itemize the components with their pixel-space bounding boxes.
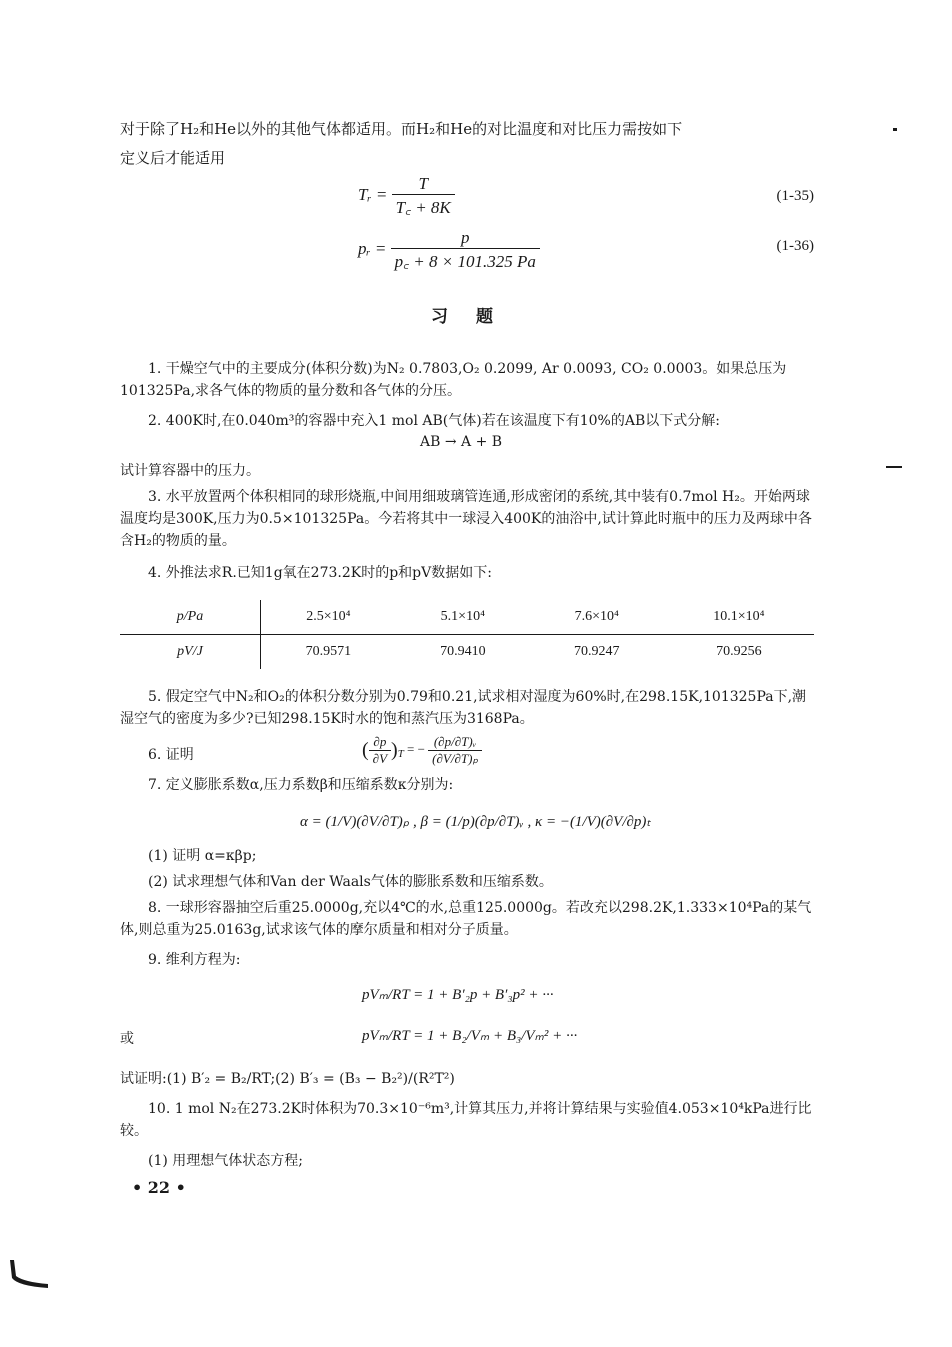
eq36-number: (1-36) (776, 238, 814, 254)
eq35-number: (1-35) (776, 188, 814, 204)
corner-scan-mark (8, 1258, 52, 1296)
exercise-6-equation: ( $\frac{\partial p}{\partial V}$ )$_T$ = − $\frac{\text{(∂p/∂T)ᵥ}}{\text{(∂V/∂T)ₚ}}$ (362, 734, 482, 767)
table-cell: 70.9410 (440, 644, 486, 659)
intro-line-1: 对于除了H₂和He以外的其他气体都适用。而H₂和He的对比温度和对比压力需按如下 (120, 120, 683, 138)
eq35-lhs: Tᵣ = (358, 184, 388, 204)
exercise-7: 7. 定义膨胀系数α,压力系数β和压缩系数κ分别为: (148, 777, 454, 793)
eq35-numerator: T (392, 174, 455, 195)
eq36-numerator: p (391, 228, 540, 249)
exercise-9-or: 或 (120, 1031, 134, 1047)
eq36-lhs: pᵣ = (358, 238, 387, 258)
section-heading: 习题 (431, 307, 521, 327)
eq36-denominator: p꜀ + 8 × 101.325 Pa (394, 252, 536, 271)
exercise-10-part-1: (1) 用理想气体状态方程; (148, 1153, 303, 1169)
ex6-lhs-denominator: ∂V (372, 751, 388, 766)
table-cell: 70.9247 (574, 644, 620, 659)
table-row (120, 635, 814, 670)
table-cell: 70.9256 (716, 644, 762, 659)
exercise-2: 2. 400K时,在0.040m³的容器中充入1 mol AB(气体)若在该温度下有10%的AB以下式分解: (148, 413, 720, 429)
exercise-2-reaction: AB → A + B (420, 434, 503, 450)
exercise-9-equation-2: pVₘ/RT = 1 + B₂/Vₘ + B₃/Vₘ² + ··· (362, 1028, 578, 1044)
ex6-rhs-numerator: (∂p/∂T)ᵥ (428, 734, 482, 751)
table-cell: 70.9571 (305, 644, 352, 659)
table-header-row (120, 600, 814, 635)
ex6-subscript: T (397, 748, 404, 761)
ex6-rhs-denominator: (∂V/∂T)ₚ (432, 751, 479, 766)
exercise-10: 10. 1 mol N₂在273.2K时体积为70.3×10⁻⁶m³,计算其压力,并将计算结果与实验值4.053×10⁴kPa进行比较。 (120, 1101, 812, 1139)
exercise-3: 3. 水平放置两个体积相同的球形烧瓶,中间用细玻璃管连通,形成密闭的系统,其中装有0.7mol H₂。开始两球温度均是300K,压力为0.5×101325Pa。今若将其中一球浸入400K的油浴中,试计算此时瓶中的压力及两球中各含H₂的物质的量。 (120, 489, 812, 549)
exercise-7-part-1: (1) 证明 α=κβp; (148, 848, 257, 864)
exercise-9-proof: 试证明:(1) B′₂ = B₂/RT;(2) B′₃ = (B₃ − B₂²)/(R²T²) (120, 1071, 455, 1087)
ex6-lhs-numerator: ∂p (369, 734, 391, 751)
eq35-denominator: T꜀ + 8K (395, 198, 451, 217)
equation-1-35 (358, 174, 455, 218)
exercise-7-equation: α = (1/V)(∂V/∂T)ₚ , β = (1/p)(∂p/∂T)ᵥ , κ = −(1/V)(∂V/∂p)ₜ (300, 814, 651, 830)
page-number: • 22 • (132, 1178, 186, 1197)
exercise-2-tail: 试计算容器中的压力。 (120, 463, 260, 479)
equation-1-36 (358, 228, 540, 272)
table-header-cell: 5.1×10⁴ (396, 600, 530, 635)
intro-line-2: 定义后才能适用 (120, 149, 226, 167)
exercise-7-part-2: (2) 试求理想气体和Van der Waals气体的膨胀系数和压缩系数。 (148, 874, 553, 890)
table-cell: pV/J (120, 635, 261, 670)
exercise-9-equation-1: pVₘ/RT = 1 + B′₂p + B′₃p² + ··· (362, 987, 554, 1003)
scan-mark (886, 466, 902, 468)
scan-mark (893, 128, 897, 131)
exercise-5: 5. 假定空气中N₂和O₂的体积分数分别为0.79和0.21,试求相对湿度为60%时,在298.15K,101325Pa下,潮湿空气的密度为多少?已知298.15K时水的饱和蒸汽压为3168Pa。 (120, 689, 807, 727)
exercise-6-label: 6. 证明 (148, 747, 194, 763)
table-header-cell: p/Pa (120, 600, 261, 635)
data-table (120, 600, 814, 669)
exercise-1: 1. 干燥空气中的主要成分(体积分数)为N₂ 0.7803,O₂ 0.2099, Ar 0.0093, CO₂ 0.0003。如果总压为101325Pa,求各气体的物质的量分数和各气体的分压。 (120, 361, 787, 399)
table-header-cell: 2.5×10⁴ (261, 600, 396, 635)
exercise-4: 4. 外推法求R.已知1g氧在273.2K时的p和pV数据如下: (148, 565, 492, 581)
table-header-cell: 7.6×10⁴ (530, 600, 664, 635)
table-header-cell: 10.1×10⁴ (664, 600, 814, 635)
exercise-8: 8. 一球形容器抽空后重25.0000g,充以4℃的水,总重125.0000g。若改充以298.2K,1.333×10⁴Pa的某气体,则总重为25.0163g,试求该气体的摩尔质量和相对分子质量。 (120, 900, 812, 938)
exercise-9: 9. 维利方程为: (148, 952, 241, 968)
